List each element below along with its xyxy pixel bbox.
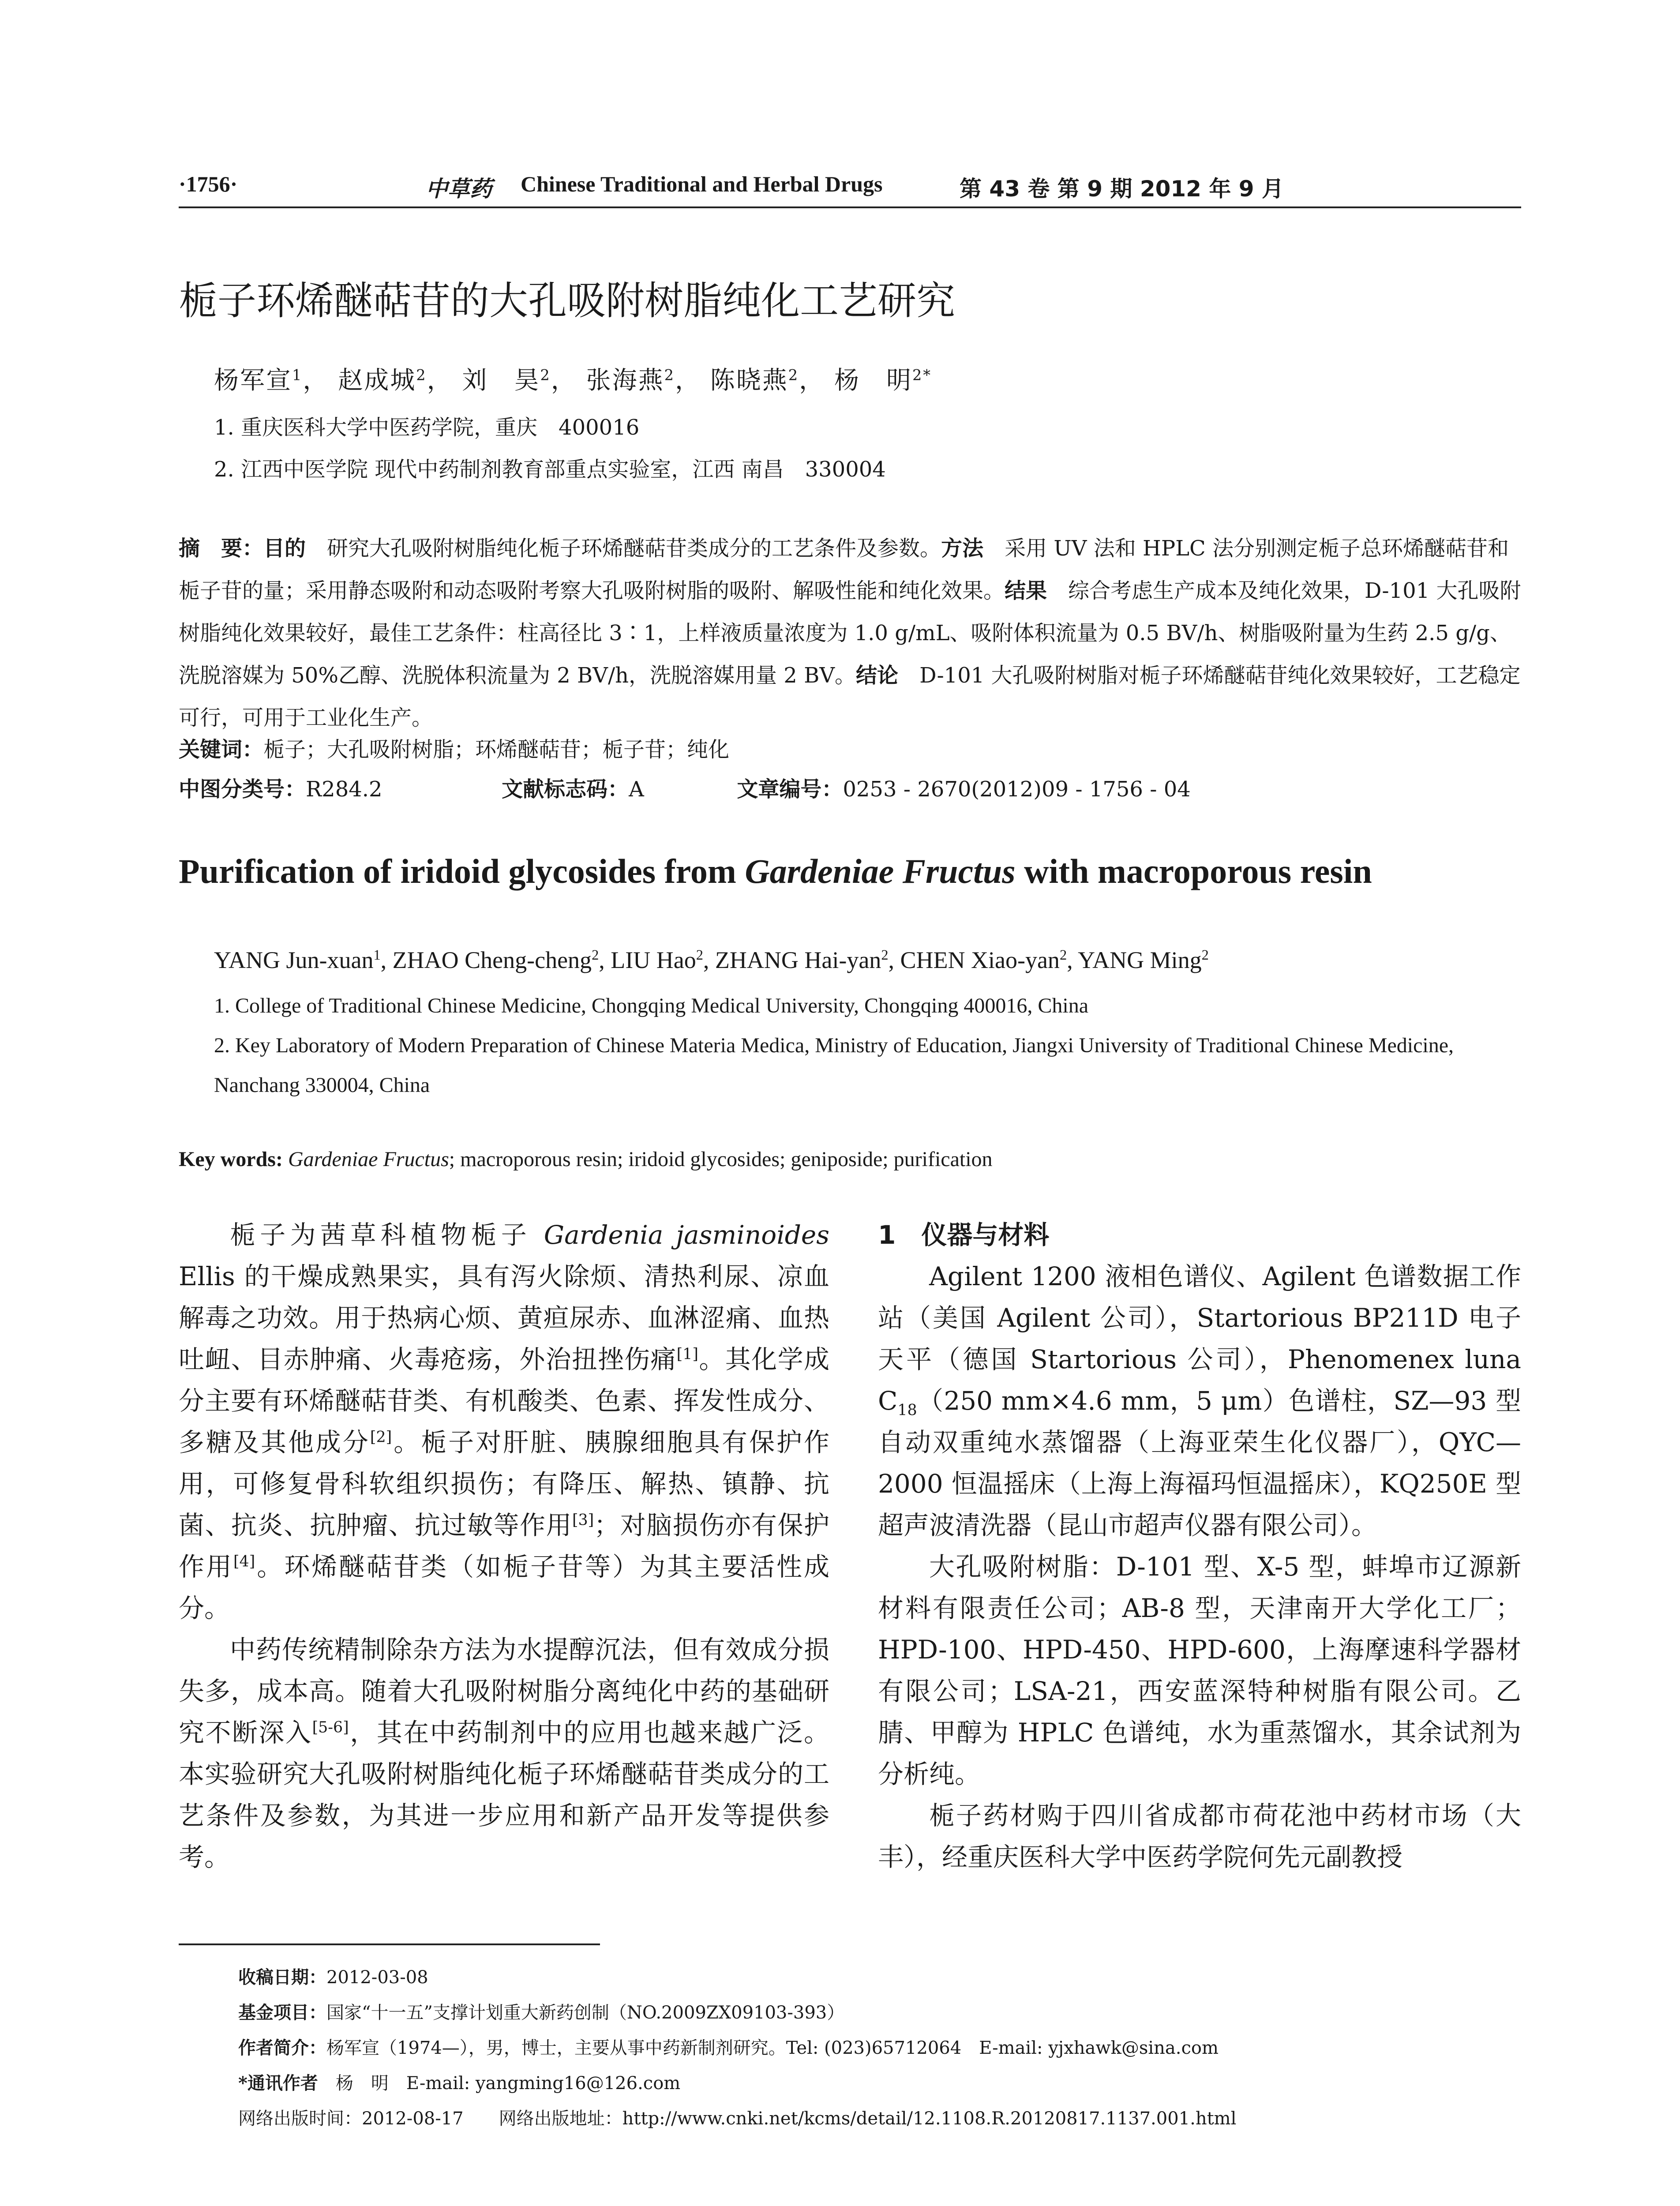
journal-name-cn: 中草药: [426, 176, 492, 202]
article-id-label: 文章编号：: [737, 777, 843, 802]
authors-cn: 杨军宣$^1$， 赵成城$^2$， 刘 昊$^2$， 张海燕$^2$， 陈晓燕$^2$， 杨 明$^{2*}$: [214, 366, 932, 395]
author-affil-sup: 1: [292, 366, 303, 384]
footnote-label: 作者简介：: [238, 2037, 326, 2058]
affiliation-en-2: 2. Key Laboratory of Modern Preparation of Chinese Materia Medica, Ministry of Education, Jiangxi University of Traditional Chinese Medicine, Nanchang 330004, China: [214, 1034, 1454, 1097]
keywords-cn-text: 栀子；大孔吸附树脂；环烯醚萜苷；栀子苷；纯化: [263, 737, 730, 762]
author-en-5: CHEN Xiao-yan: [900, 947, 1060, 973]
footnote-online: [238, 2105, 1236, 2130]
abstract-result: 综合考虑生产成本及纯化效果，D-101 大孔吸附树脂纯化效果较好，最佳工艺条件：柱高径比 3∶1，上样液质量浓度为 1.0 g/mL、吸附体积流量为 0.5 BV/h、树脂吸附量为生药 2.5 g/g、洗脱溶媒为 50%乙醇、洗脱体积流量为 2 BV/h，洗脱溶媒用量 2 BV。: [179, 578, 1521, 688]
footnote-label: *通讯作者: [238, 2073, 318, 2093]
author-cn-3: 刘 昊: [462, 366, 540, 395]
method-label: 方法: [941, 536, 984, 561]
footnote-rule: [179, 1943, 600, 1945]
keywords-en: [179, 1147, 993, 1171]
keywords-cn: [179, 732, 1521, 763]
author-affil-sup: 2: [881, 947, 889, 963]
footnote-author-bio: [238, 2034, 1219, 2059]
footnote-label: 基金项目：: [238, 2002, 326, 2023]
text-run: 。其化学成分主要有环烯醚萜苷类、有机酸类、色素、挥发性成分、多糖及其他成分: [179, 1344, 829, 1457]
clc-value: R284.2: [306, 777, 382, 802]
text-run: 栀子为茜草科植物栀子: [230, 1220, 544, 1250]
author-en-4: ZHANG Hai-yan: [715, 947, 881, 973]
conclusion-label: 结论: [856, 663, 899, 688]
body-paragraph-2: [179, 1629, 829, 1878]
result-label: 结果: [1005, 578, 1047, 603]
affiliation-cn-2: 2. 江西中医学院 现代中药制剂教育部重点实验室，江西 南昌 330004: [214, 457, 886, 482]
author-affil-sup: 2: [416, 366, 427, 384]
text-run: 。环烯醚萜苷类（如栀子苷等）为其主要活性成分。: [179, 1552, 829, 1623]
author-affil-sup: 2: [696, 947, 703, 963]
abstract-conclusion: D-101 大孔吸附树脂对栀子环烯醚萜苷纯化效果较好，工艺稳定可行，可用于工业化生产。: [179, 663, 1521, 730]
keywords-en-label: Key words:: [179, 1148, 283, 1171]
text-run: ；对脑损伤亦有保护作用: [179, 1510, 829, 1582]
text-run: ，其在中药制剂中的应用也越来越广泛。本实验研究大孔吸附树脂纯化栀子环烯醚萜苷类成分的工艺条件及参数，为其进一步应用和新产品开发等提供参考。: [179, 1718, 829, 1872]
author-affil-sup: 2: [592, 947, 599, 963]
citation-ref[interactable]: [3]: [572, 1511, 594, 1529]
author-affil-sup: 1: [373, 947, 381, 963]
abstract-objective: 研究大孔吸附树脂纯化栀子环烯醚萜苷类成分的工艺条件及参数。: [327, 536, 941, 561]
author-affil-sup: 2: [540, 366, 551, 384]
keywords-cn-label: 关键词：: [179, 737, 264, 762]
citation-ref[interactable]: [2]: [370, 1428, 392, 1446]
abstract-label: 摘 要：: [179, 536, 264, 561]
author-cn-6: 杨 明: [834, 366, 912, 395]
body-right-column: [878, 1214, 1521, 1878]
footnote-label: 网络出版时间：: [238, 2108, 362, 2129]
author-affil-sup: 2*: [912, 366, 932, 384]
article-title-en: [179, 852, 1372, 891]
species-name: Gardenia jasminoides: [544, 1220, 829, 1250]
footnote-received: [238, 1963, 428, 1988]
section-heading: 1 仪器与材料: [878, 1220, 1050, 1250]
citation-ref[interactable]: [5-6]: [312, 1718, 349, 1737]
classification-row: [179, 772, 1521, 803]
keywords-en-text: ; macroporous resin; iridoid glycosides; geniposide; purification: [449, 1148, 993, 1171]
text-run: （250 mm×4.6 mm，5 μm）色谱柱，SZ—93 型自动双重纯水蒸馏器（上海亚荣生化仪器厂），QYC—2000 恒温摇床（上海上海福玛恒温摇床），KQ250E 型超声波清洗器（昆山市超声仪器有限公司）。: [878, 1386, 1521, 1540]
authors-en: YANG Jun-xuan$^1$, ZHAO Cheng-cheng$^2$, LIU Hao$^2$, ZHANG Hai-yan$^2$, CHEN Xiao-yan$^2$, YANG Ming$^2$: [214, 947, 1209, 973]
citation-ref[interactable]: [4]: [233, 1553, 255, 1571]
author-en-2: ZHAO Cheng-cheng: [392, 947, 592, 973]
affiliation-en-1: 1. College of Traditional Chinese Medicine, Chongqing Medical University, Chongqing 400016, China: [214, 994, 1089, 1017]
author-en-6: YANG Ming: [1078, 947, 1202, 973]
footnote-funding: [238, 1999, 844, 2024]
title-en-pre: Purification of iridoid glycosides from: [179, 852, 745, 890]
title-en-italic: Gardeniae Fructus: [745, 852, 1016, 890]
footnote-text: 国家“十一五”支撑计划重大新药创制（NO.2009ZX09103-393）: [326, 2003, 845, 2023]
body-paragraph-3: [878, 1256, 1521, 1546]
footnote-corresponding: [238, 2069, 680, 2094]
doc-code-label: 文献标志码：: [502, 777, 629, 802]
text-run: Agilent 1200 液相色谱仪、Agilent 色谱数据工作站（美国 Agilent 公司），Startorious BP211D 电子天平（德国 Startorious 公司），Phenomenex luna C: [878, 1261, 1521, 1416]
author-affil-sup: 2: [1059, 947, 1067, 963]
text-run: 中药传统精制除杂方法为水提醇沉法，但有效成分损失多，成本高。随着大孔吸附树脂分离纯化中药的基础研究不断深入: [179, 1635, 829, 1748]
footnote-text: 杨 明 E-mail: yangming16@126.com: [335, 2073, 681, 2093]
article-id-value: 0253 - 2670(2012)09 - 1756 - 04: [843, 777, 1191, 802]
objective-label: 目的: [263, 536, 306, 561]
body-left-column: [179, 1214, 829, 1878]
body-paragraph-4: 大孔吸附树脂：D-101 型、X-5 型，蚌埠市辽源新材料有限责任公司；AB-8 型，天津南开大学化工厂；HPD-100、HPD-450、HPD-600，上海摩速科学器材有限公司；LSA-21，西安蓝深特种树脂有限公司。乙腈、甲醇为 HPLC 色谱纯，水为重蒸馏水，其余试剂为分析纯。: [878, 1552, 1521, 1789]
body-paragraph-1: [179, 1214, 829, 1629]
subscript: 18: [897, 1401, 917, 1419]
footnote-text[interactable]: 2012-08-17 网络出版地址：http://www.cnki.net/kcms/detail/12.1108.R.20120817.1137.001.html: [362, 2108, 1237, 2129]
author-affil-sup: 2: [788, 366, 799, 384]
journal-issue: 第 43 卷 第 9 期 2012 年 9 月: [960, 176, 1284, 202]
page-number: ·1756·: [179, 172, 238, 196]
author-affil-sup: 2: [664, 366, 675, 384]
footnote-text: 杨军宣（1974—），男，博士，主要从事中药新制剂研究。Tel: (023)65712064 E-mail: yjxhawk@sina.com: [326, 2038, 1219, 2058]
author-cn-5: 陈晓燕: [710, 366, 788, 395]
keywords-en-italic: Gardeniae Fructus: [288, 1148, 449, 1171]
author-en-1: YANG Jun-xuan: [214, 947, 374, 973]
author-cn-1: 杨军宣: [214, 366, 292, 395]
abstract-method: 采用 UV 法和 HPLC 法分别测定栀子总环烯醚萜苷和栀子苷的量；采用静态吸附和动态吸附考察大孔吸附树脂的吸附、解吸性能和纯化效果。: [179, 536, 1509, 603]
title-en-post: with macroporous resin: [1015, 852, 1372, 890]
doc-code-value: A: [629, 777, 644, 802]
author-cn-4: 张海燕: [586, 366, 664, 395]
author-en-3: LIU Hao: [611, 947, 696, 973]
footnote-label: 收稿日期：: [238, 1967, 326, 1988]
article-title-cn: 栀子环烯醚萜苷的大孔吸附树脂纯化工艺研究: [179, 278, 956, 323]
footnote-text: 2012-03-08: [326, 1967, 428, 1988]
header-rule: [179, 206, 1521, 208]
author-affil-sup: 2: [1201, 947, 1209, 963]
journal-name-en: Chinese Traditional and Herbal Drugs: [521, 172, 883, 196]
text-run: Ellis 的干燥成熟果实，具有泻火除烦、清热利尿、凉血解毒之功效。用于热病心烦、黄疸尿赤、血淋涩痛、血热吐衄、目赤肿痛、火毒疮疡，外治扭挫伤痛: [179, 1261, 829, 1374]
text-run: 。栀子对肝脏、胰腺细胞具有保护作用，可修复骨科软组织损伤；有降压、解热、镇静、抗菌、抗炎、抗肿瘤、抗过敏等作用: [179, 1427, 829, 1540]
author-cn-2: 赵成城: [338, 366, 416, 395]
affiliation-cn-1: 1. 重庆医科大学中医药学院，重庆 400016: [214, 415, 640, 440]
body-paragraph-5: 栀子药材购于四川省成都市荷花池中药材市场（大丰），经重庆医科大学中医药学院何先元副教授: [878, 1801, 1521, 1872]
citation-ref[interactable]: [1]: [676, 1345, 698, 1363]
abstract-cn: [179, 527, 1521, 739]
clc-label: 中图分类号：: [179, 777, 306, 802]
